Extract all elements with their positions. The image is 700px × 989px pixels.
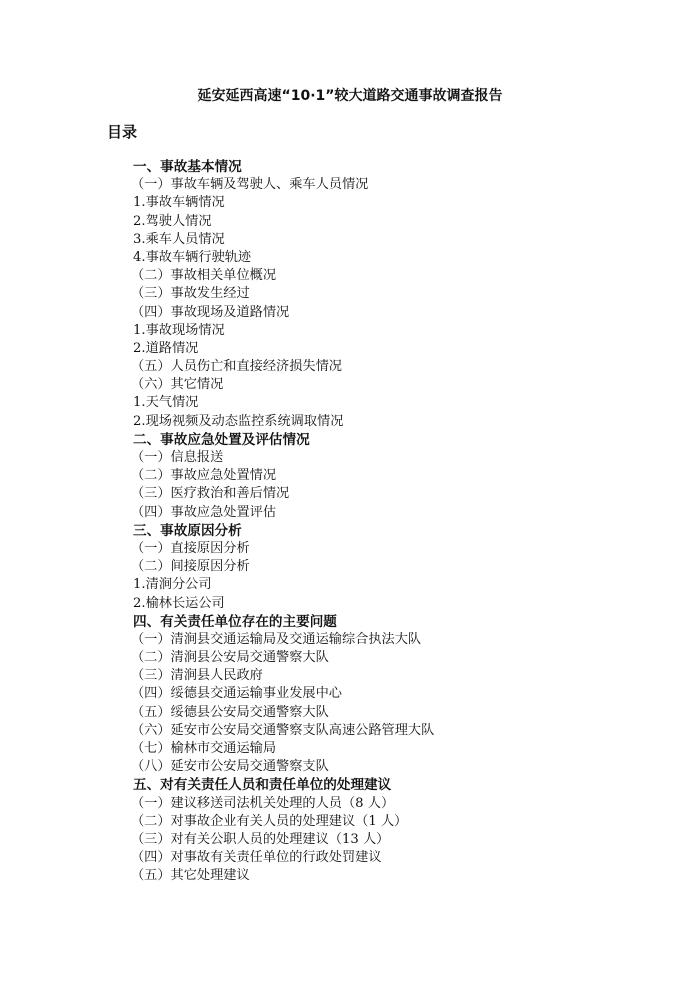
toc-entry: 3.乘车人员情况 bbox=[133, 231, 225, 247]
toc-entry: 1.天气情况 bbox=[133, 395, 199, 411]
toc-entry: （二）间接原因分析 bbox=[131, 559, 250, 575]
toc-entry: （三）医疗救治和善后情况 bbox=[131, 486, 290, 502]
toc-entry: （四）绥德县交通运输事业发展中心 bbox=[131, 686, 342, 702]
toc-entry: （四）事故应急处置评估 bbox=[131, 504, 277, 520]
toc-entry: （三）清涧县人民政府 bbox=[131, 668, 263, 684]
toc-entry: （二）清涧县公安局交通警察大队 bbox=[131, 650, 329, 666]
table-of-contents bbox=[0, 158, 700, 886]
toc-entry: （八）延安市公安局交通警察支队 bbox=[131, 759, 329, 775]
toc-entry: 2.榆林长运公司 bbox=[133, 595, 225, 611]
toc-entry: 2.驾驶人情况 bbox=[133, 213, 212, 229]
toc-entry: （六）延安市公安局交通警察支队高速公路管理大队 bbox=[131, 722, 435, 738]
toc-entry: （二）事故应急处置情况 bbox=[131, 468, 277, 484]
toc-section-heading: 四、有关责任单位存在的主要问题 bbox=[133, 613, 337, 630]
toc-entry: （一）建议移送司法机关处理的人员（8 人） bbox=[131, 795, 395, 811]
toc-entry: （一）清涧县交通运输局及交通运输综合执法大队 bbox=[131, 631, 422, 647]
toc-entry: （四）事故现场及道路情况 bbox=[131, 304, 290, 320]
toc-section-heading: 一、事故基本情况 bbox=[133, 159, 242, 175]
toc-entry: （七）榆林市交通运输局 bbox=[131, 741, 277, 756]
toc-entry: 1.事故现场情况 bbox=[133, 322, 225, 338]
toc-entry: （五）绥德县公安局交通警察大队 bbox=[131, 704, 329, 720]
toc-section-heading: 二、事故应急处置及评估情况 bbox=[133, 431, 310, 448]
toc-section-heading: 三、事故原因分析 bbox=[133, 522, 242, 539]
toc-entry: 2.现场视频及动态监控系统调取情况 bbox=[133, 413, 344, 429]
toc-entry: 1.事故车辆情况 bbox=[133, 195, 225, 211]
document-title: 延安延西高速“10·1”较大道路交通事故调查报告 bbox=[197, 88, 503, 104]
toc-entry: （一）事故车辆及驾驶人、乘车人员情况 bbox=[131, 177, 369, 193]
toc-entry: （三）对有关公职人员的处理建议（13 人） bbox=[131, 831, 390, 847]
toc-entry: （三）事故发生经过 bbox=[131, 286, 250, 302]
toc-entry: 4.事故车辆行驶轨迹 bbox=[133, 249, 252, 265]
toc-entry: （四）对事故有关责任单位的行政处罚建议 bbox=[131, 850, 382, 866]
toc-entry: 1.清涧分公司 bbox=[133, 577, 212, 593]
toc-entry: （六）其它情况 bbox=[131, 377, 224, 393]
toc-entry: （五）人员伤亡和直接经济损失情况 bbox=[131, 359, 342, 375]
toc-entry: （五）其它处理建议 bbox=[131, 868, 250, 884]
toc-section-heading: 五、对有关责任人员和责任单位的处理建议 bbox=[133, 777, 392, 794]
toc-entry: （一）直接原因分析 bbox=[131, 540, 250, 556]
toc-entry: （二）对事故企业有关人员的处理建议（1 人） bbox=[131, 813, 408, 829]
toc-entry: （一）信息报送 bbox=[131, 450, 224, 465]
toc-entry: （二）事故相关单位概况 bbox=[131, 268, 277, 284]
toc-heading: 目录 bbox=[107, 123, 138, 141]
toc-entry: 2.道路情况 bbox=[133, 340, 199, 356]
